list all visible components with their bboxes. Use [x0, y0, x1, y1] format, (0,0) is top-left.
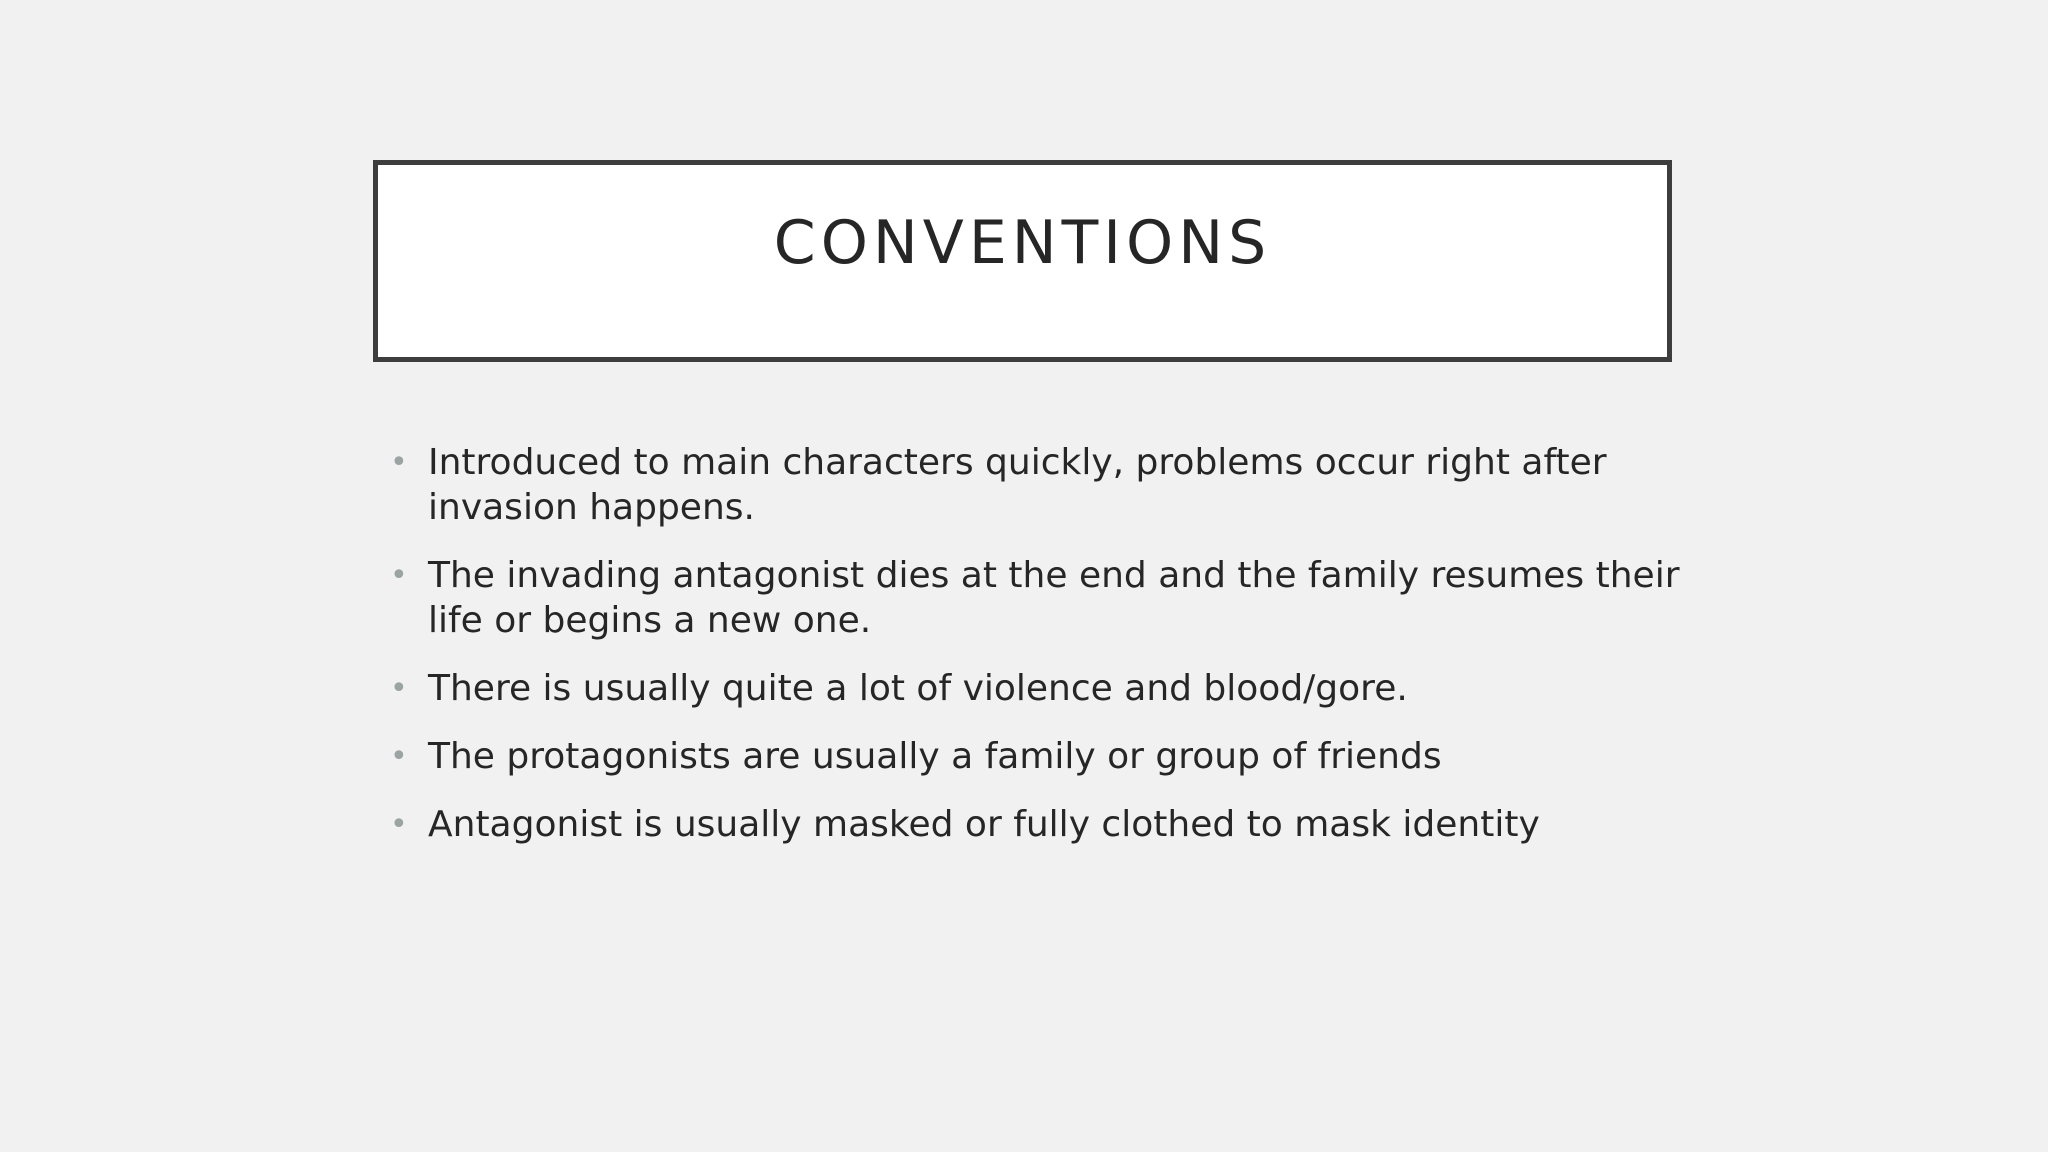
bullet-item [390, 553, 1680, 643]
title-box [373, 160, 1672, 362]
bullet-item [390, 802, 1680, 847]
bullet-dot-icon: • [390, 671, 408, 706]
bullet-text: Introduced to main characters quickly, problems occur right after invasion happens. [428, 442, 1607, 528]
bullet-list [390, 440, 1680, 870]
bullet-dot-icon: • [390, 558, 408, 593]
bullet-dot-icon: • [390, 807, 408, 842]
bullet-dot-icon: • [390, 739, 408, 774]
bullet-text: Antagonist is usually masked or fully clothed to mask identity [428, 804, 1540, 845]
bullet-item [390, 440, 1680, 530]
bullet-item [390, 666, 1680, 711]
slide-title: CONVENTIONS [773, 208, 1272, 278]
bullet-item [390, 734, 1680, 779]
bullet-text: The invading antagonist dies at the end and the family resumes their life or begins a new one. [428, 555, 1680, 641]
bullet-dot-icon: • [390, 445, 408, 480]
bullet-text: The protagonists are usually a family or group of friends [428, 736, 1442, 777]
bullet-text: There is usually quite a lot of violence and blood/gore. [428, 668, 1408, 709]
